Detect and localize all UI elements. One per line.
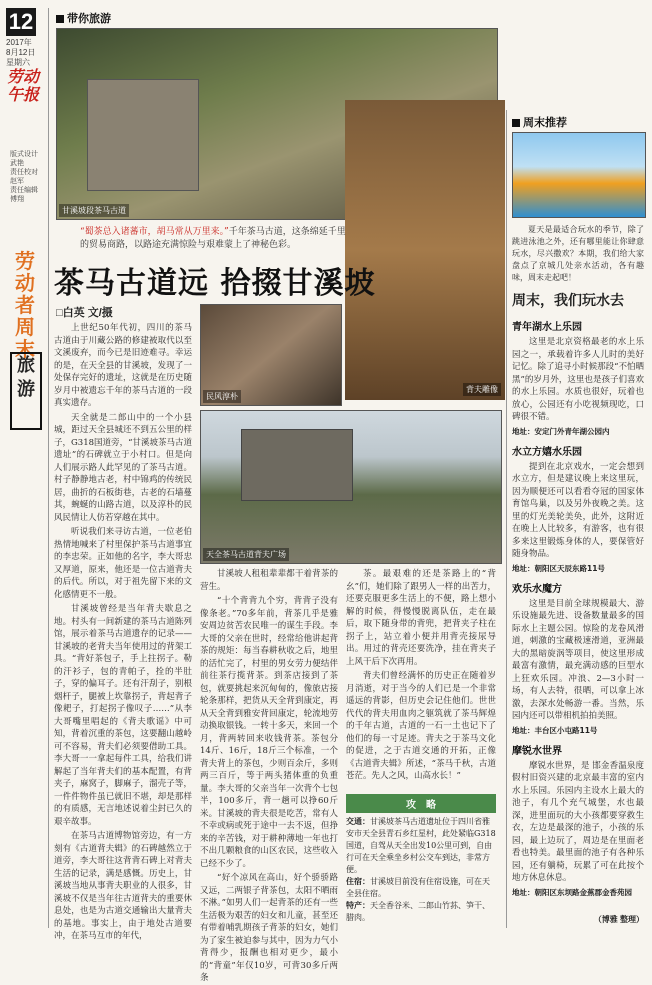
place-name: 水立方嬉水乐园: [512, 446, 582, 458]
photo-villager: [200, 304, 342, 406]
caption-ancient-road: 甘溪坡段茶马古道: [59, 204, 129, 217]
bullet-icon: [512, 119, 520, 127]
place-item: [512, 742, 644, 898]
place-desc: 这里是目前全球规模最大、游乐设施最先进、设备数量最多的国际水上主题公园。惊险的龙卷风滑道，刺激的宝藏极速滑道，亚洲最大的黑暗旋涡等项目，使这里形成最富有激情，最充满动感的巨型水上狂欢乐园。冲浪、2—3小时一场，有人去特，很晒，可以拿上冰激，去深水处畅游一番。当然，乐园内还可以带相机拍拍美照。: [512, 598, 644, 721]
paragraph: 听说我们来寻访古道，一位老伯热情地喊来了村里保护茶马古道事宜的李忠荣。正如他的名字，李大哥忠又厚道，原来，他还是一位古道背夫的后代。所以，对于祖先留下来的文化感情更不一般。: [54, 527, 192, 600]
editor-line: 责任编辑 傅翔: [10, 187, 38, 203]
weekend-credit: （博雅 整理）: [593, 915, 644, 924]
paragraph: 天全就是二郎山中的一个小县城，距过天全县城还不到五公里的样子，G318国道旁，“甘溪坡茶马古道遗址”的石碑就立于小村口。但是向人们展示路人此罕见的了茶马古道。村子静静地古老，村中锦鸡的传统民居，曲折的石板街巷，古老的石墙蔓其，蜿蜒的山路古道，以及淳朴的民风民情让人仿若穿越在其中。: [54, 412, 192, 523]
photo-porter-square: [200, 410, 502, 564]
section-title: 劳动者周末: [15, 249, 35, 361]
article-intro: [80, 226, 350, 252]
place-desc: 提到在北京戏水，一定会想到水立方，但是建议晚上来这里玩，因为顺便还可以看看夺冠的国家体育馆鸟巢，以及另外夜晚之美。这里的灯光美轮美奂，此外，这附近在晚上人比较多，有游客，也有很多来这里锻炼身体的人，要保管好随身物品。: [512, 461, 644, 559]
caption-porter-statue: 背夫雕像: [463, 383, 501, 396]
date-weekday: 星期六: [6, 58, 30, 67]
tips-box: [346, 794, 496, 940]
tip-value: 甘溪坡茶马古道遗址位于四川省雅安市天全县青石乡红星村，此处紧临G318国道，自驾从天全出发10公里可到，自由行可在天全乘坐乡村公交车到达，非常方便。: [346, 817, 496, 874]
tips-title: 攻 略: [346, 794, 496, 813]
place-address: 地址：朝阳区天辰东路11号: [512, 563, 605, 573]
gate-tower: [241, 429, 353, 501]
editor-line: 责任校对 赵军: [10, 169, 38, 185]
weekend-list: [512, 312, 644, 912]
paragraph: 甘溪坡人租租辈辈都干着背茶的营生。: [200, 569, 338, 592]
tip-lodging: [346, 876, 496, 900]
tip-specialty: [346, 900, 496, 924]
issue-date: [6, 38, 42, 68]
article-column-1: [54, 322, 192, 941]
tip-value: 甘溪坡目前没有住宿设施，可在天全县住宿。: [346, 877, 490, 898]
date-day: 8月12日: [6, 48, 36, 57]
article-column-2: [200, 568, 338, 983]
editor-line: 版式设计 武艳: [10, 151, 38, 167]
place-desc: 摩锐水世界，是 邯金香温泉度假村旧资兴建的北京最丰富的室内水上乐园。乐园内主设水上最大的池子，有几个充气城堡，水也最深，进里面玩的大小孩都要穿救生衣，左边是最深的池子，小孩的乐园，最上边玩了，周边是在里面老看也特美。最里面的池子有各种乐园，还有躺椅，玩累了可在此按个地方休息休息。: [512, 760, 644, 883]
article-column-3: [346, 568, 496, 790]
paragraph: 茶。最艰难的还是茶路上的“背幺”们，她们除了跟男人一样的出苦力，还要克服更多生活上的不便，路上想小解的时候，得慢慢脱离队伍，走在最后，取下随身带的背兜，把背夹子柱在拐子上，站立着小便并用背壳接尿导出。用过的背壳还要洗净，挂在背夹子上风干后下次再用。: [346, 569, 496, 667]
place-address: 地址：安定门外青年湖公园内: [512, 426, 610, 436]
weekend-label-text: 周末推荐: [523, 117, 567, 129]
stone-stele: [87, 79, 199, 191]
tip-transport: [346, 816, 496, 876]
date-year: 2017年: [6, 38, 32, 47]
tips-list: [346, 816, 496, 940]
article-headline: 茶马古道远 拾掇甘溪坡: [54, 266, 376, 301]
caption-porter-square: 天全茶马古道背夫广场: [203, 548, 289, 561]
paragraph: 在茶马古道博物馆旁边，有一方刻有《古道背夫辑》的石碑越然立于道旁，李大哥往这背背石碑上对背夫生活的记录，满是感慨。历史上，甘溪坡当地从事背夫职业的人很多，甘溪坡不仅是当年往古道背夫的重要休息处，也是为古道交通输出大量背夫的基地。事实上，由于地处古道要冲，在茶马互市的年代，: [54, 831, 192, 941]
paragraph: 甘溪坡曾经是当年背夫歇息之地。村头有一间新建的茶马古道陈列馆，展示着茶马古道遗存的记录——甘溪坡的老背夫当年使用过的背架工具。“背好茶包子，手上拄拐子。勒的汗衫子，包的青帕子，拴的半肚子，穿的偏耳子。还有汗刮子，别根烟杆子，腿被上坎靠拐子，背起背子像耙子，打起拐子像叹子……”从李大哥嘴里唱起的《背夫歌谣》中可知，背着沉重的茶包，这要翻山越岭可不容易，背夫们必须要借助工具。李大哥一一拿起每件工具，给我们讲解起了当年背夫们的基本配置，有背夹子，麻窝子，脚麻子，溜壳子等，一件件物件虽已就旧不堪，却是那样的有质感，无言地述说着尘封已久的艰辛故事。: [54, 604, 192, 827]
page-number: 12: [6, 8, 36, 36]
rail-divider: [48, 8, 49, 928]
photo-porter-statue: [345, 100, 505, 400]
intro-quote: “蜀茶总入诸蕃市，胡马常从万里来。”: [80, 227, 229, 237]
travel-label: [56, 10, 111, 26]
place-item: [512, 443, 644, 574]
place-name: 摩锐水世界: [512, 745, 562, 757]
place-name: 欢乐水魔方: [512, 583, 562, 595]
paragraph: “十个背背九个穷，背背子没有像条老。”70多年前，背茶几乎是雅安周边贫苦农民唯一的谋生手段。李大哥的父亲在世时，经常给他讲起背茶的规矩：每当春耕秋收之后，地里的活忙完了，村里的男女劳力便结伴前往茶行揽背茶。到茶店接到了茶包，就要挑起来沉甸甸的，像旅店接轮条那样，把货从天全背到康定，再从天全背到雅安背回康定，轮流地劳动换取银钱。一转十多天，来回一个月，背两转回来收钱背茶。茶包分14斤、16斤，18斤三个标准，一个背夫背上的茶包，少则百余斤，多则两三百斤，等于两头猪体重的负重量。李大哥的父亲当年一次背个七包半，100多斤，背一趟可以挣60斤米。甘溪坡的背夫很是吃苦，常有人不幸或病或死于途中一去不返，但挣来的辛苦钱，对于耕种薄地一年也打不出几颗粮食的山区农民，这些收入已经不少了。: [200, 596, 338, 869]
weekend-label: [512, 114, 567, 130]
section-tag: 旅游: [10, 352, 42, 430]
place-name: 青年湖水上乐园: [512, 322, 582, 333]
paragraph: 背夫们曾经满怀的历史正在随着岁月消逝，对于当今的人们已是一个非常遥远的背影，但历史会记住他们。世世代代的背夫用血肉之躯筑就了茶马辉煌的千年古道，古道的一石一土也记下了他们的每一寸足迹。背夫之于茶马文化的促进，之于古道交通的开拓，正像《古道背夫辑》所述，“茶马千秋，古道苍茫。先人之风，山高水长！”: [346, 671, 496, 781]
paragraph: “好个凉风在高山，好个骄骄路又远，二两银子背茶包，太阳不晒雨不淋。”如男人们一起背茶的还有一些生活极为艰苦的妇女和儿童，甚至还有带着哺乳期孩子背茶的妇女，她们为了家生被迫参与其中，因为力气小背得少，报酬也相对更少，最小的“背童”年仅10岁，可背30多斤两条: [200, 873, 338, 983]
place-desc: 这里是北京资格最老的水上乐园之一，承载着许多人儿时的美好记忆。除了追寻小时候那段“不怕晒黑”的岁月外，这里也是孩子们喜欢的水上乐园。水质也很好，玩着也放心，公园还有小吃视频现吃，口碑很不错。: [512, 337, 644, 422]
newspaper-logo: 劳动午报: [6, 67, 39, 104]
photo-water-park: [512, 132, 646, 218]
tip-key: 特产：: [346, 901, 370, 910]
weekend-headline: 周末，我们玩水去: [512, 293, 624, 309]
bullet-icon: [56, 15, 64, 23]
caption-villager: 民风淳朴: [203, 390, 241, 403]
place-item: [512, 580, 644, 736]
column-divider: [506, 110, 507, 928]
tip-key: 交通：: [346, 817, 370, 826]
tip-key: 住宿：: [346, 877, 370, 886]
article-byline: □白英 文/摄: [56, 307, 113, 319]
weekend-intro-text: 夏天是最适合玩水的季节，除了跳进泳池之外，还有哪里能让你肆意玩水，尽兴撒欢？本期，我们给大家盘点了京城几处亲水活动，各有趣味，周末走起吧！: [512, 225, 644, 282]
tip-value: 天全香谷米、二郎山竹荪、笋干、腊肉。: [346, 901, 490, 922]
place-item: [512, 318, 644, 437]
editor-credits: [10, 150, 46, 204]
travel-label-text: 带你旅游: [67, 13, 111, 25]
place-address: 地址：丰台区小屯路11号: [512, 725, 598, 735]
weekend-intro: [512, 224, 644, 284]
intro-text: 千年茶马古道，这条绵延千里的贸易商路，以路途充满惊险与艰难蒙上了神秘色彩。: [80, 227, 346, 250]
place-address: 地址：朝阳区东坝路金蕉郡金香苑园: [512, 887, 632, 897]
paragraph: 上世纪50年代初，四川的茶马古道由于川藏公路的修建被取代以至文溪废弃，而今已是旧迹难寻。幸运的是，在天全县的甘溪坡，发现了一处保存完好的遗址，这就是在历史随岁月中被遗忘千年的茶马古道的一段真实遗存。: [54, 323, 192, 408]
